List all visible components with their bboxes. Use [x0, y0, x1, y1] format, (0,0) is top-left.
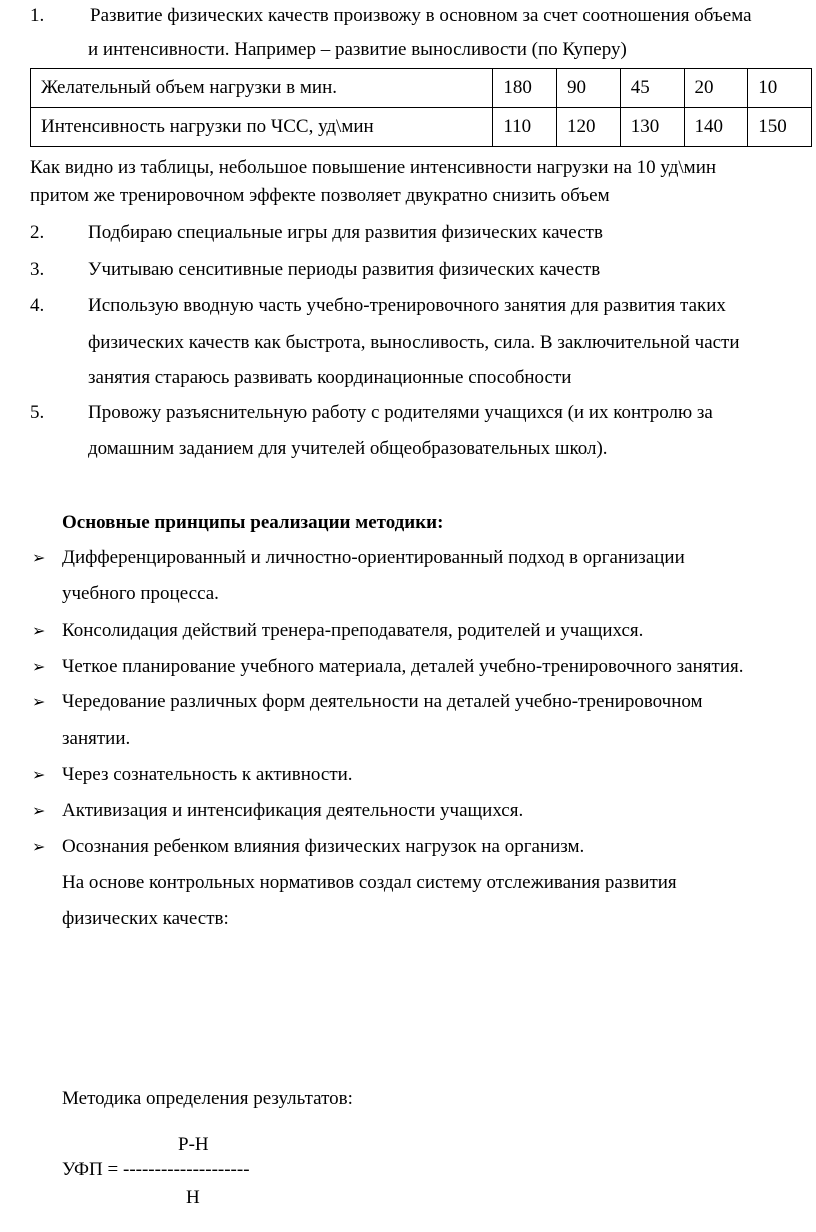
formula-left: УФП = -------------------- — [62, 1159, 250, 1180]
item-5-number: 5. — [30, 402, 45, 423]
bullet-icon: ➢ — [32, 837, 46, 856]
item-4-line-1: Использую вводную часть учебно-тренировочного занятия для развития таких — [88, 295, 726, 316]
principle-4-line-1: Чередование различных форм деятельности на деталей учебно-тренировочном — [62, 691, 703, 712]
table-row — [31, 69, 812, 108]
table-cell-value: 180 — [493, 69, 557, 108]
item-2-number: 2. — [30, 222, 45, 243]
item-4-line-2: физических качеств как быстрота, выносливость, сила. В заключительной части — [88, 332, 740, 353]
bullet-icon: ➢ — [32, 548, 46, 567]
item-3-text: Учитываю сенситивные периоды развития физических качеств — [88, 259, 601, 280]
principle-5: Через сознательность к активности. — [62, 764, 353, 785]
table-row-label: Интенсивность нагрузки по ЧСС, уд\мин — [31, 108, 493, 147]
principle-1-line-1: Дифференцированный и личностно-ориентированный подход в организации — [62, 547, 685, 568]
method-label: Методика определения результатов: — [62, 1088, 353, 1109]
table-row-label: Желательный объем нагрузки в мин. — [31, 69, 493, 108]
table-cell-value: 20 — [684, 69, 748, 108]
bullet-icon: ➢ — [32, 765, 46, 784]
item-1-number: 1. — [30, 5, 45, 26]
principles-heading: Основные принципы реализации методики: — [62, 512, 444, 533]
item-4-number: 4. — [30, 295, 45, 316]
bullet-icon: ➢ — [32, 621, 46, 640]
item-2-text: Подбираю специальные игры для развития физических качеств — [88, 222, 603, 243]
table-cell-value: 150 — [748, 108, 812, 147]
formula-denominator: Н — [186, 1187, 200, 1208]
item-3-number: 3. — [30, 259, 45, 280]
table-cell-value: 130 — [620, 108, 684, 147]
item-5-line-1: Провожу разъяснительную работу с родителями учащихся (и их контролю за — [88, 402, 713, 423]
formula-numerator: Р-Н — [178, 1134, 209, 1155]
paragraph-2-line-2: физических качеств: — [62, 908, 229, 929]
table-cell-value: 10 — [748, 69, 812, 108]
table-cell-value: 110 — [493, 108, 557, 147]
table-cell-value: 120 — [557, 108, 621, 147]
paragraph-1-line-1: Как видно из таблицы, небольшое повышение интенсивности нагрузки на 10 уд\мин — [30, 157, 717, 178]
table-cell-value: 90 — [557, 69, 621, 108]
principle-3: Четкое планирование учебного материала, деталей учебно-тренировочного занятия. — [62, 656, 744, 677]
table-cell-value: 45 — [620, 69, 684, 108]
item-5-line-2: домашним заданием для учителей общеобразовательных школ). — [88, 438, 608, 459]
bullet-icon: ➢ — [32, 801, 46, 820]
load-table — [30, 68, 812, 147]
item-1-text-1: Развитие физических качеств произвожу в основном за счет соотношения объема — [90, 5, 752, 26]
item-1-line-1 — [90, 4, 812, 28]
paragraph-2-line-1: На основе контрольных нормативов создал систему отслеживания развития — [62, 872, 677, 893]
principle-6: Активизация и интенсификация деятельности учащихся. — [62, 800, 524, 821]
table-row — [31, 108, 812, 147]
principle-4-line-2: занятии. — [62, 728, 131, 749]
item-4-line-3: занятия стараюсь развивать координационные способности — [88, 367, 572, 388]
paragraph-1-line-2: притом же тренировочном эффекте позволяет двукратно снизить объем — [30, 185, 610, 206]
principle-2: Консолидация действий тренера-преподавателя, родителей и учащихся. — [62, 620, 644, 641]
table-cell-value: 140 — [684, 108, 748, 147]
item-1-line-2: и интенсивности. Например – развитие выносливости (по Куперу) — [88, 39, 627, 60]
principle-1-line-2: учебного процесса. — [62, 583, 219, 604]
bullet-icon: ➢ — [32, 692, 46, 711]
bullet-icon: ➢ — [32, 657, 46, 676]
principle-7: Осознания ребенком влияния физических нагрузок на организм. — [62, 836, 585, 857]
